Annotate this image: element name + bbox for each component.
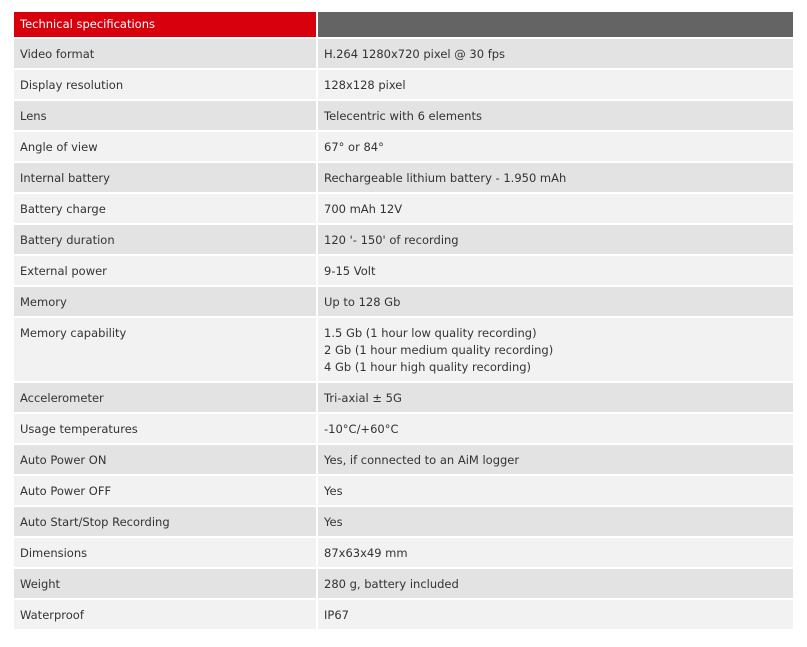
spec-label: Internal battery <box>14 163 316 192</box>
spec-label: External power <box>14 256 316 285</box>
spec-label: Memory capability <box>14 318 316 381</box>
table-row <box>14 507 793 536</box>
spec-value <box>318 476 793 505</box>
spec-label: Battery duration <box>14 225 316 254</box>
spec-value-line: 120 '- 150' of recording <box>324 233 459 247</box>
spec-value <box>318 538 793 567</box>
spec-value-line: 700 mAh 12V <box>324 202 403 216</box>
spec-value <box>318 70 793 99</box>
spec-label: Auto Start/Stop Recording <box>14 507 316 536</box>
table-row <box>14 318 793 381</box>
spec-label: Memory <box>14 287 316 316</box>
spec-label: Weight <box>14 569 316 598</box>
spec-label: Waterproof <box>14 600 316 629</box>
spec-value <box>318 287 793 316</box>
spec-value <box>318 101 793 130</box>
spec-value <box>318 383 793 412</box>
table-row <box>14 414 793 443</box>
spec-label: Video format <box>14 39 316 68</box>
spec-value-line: 2 Gb (1 hour medium quality recording) <box>324 343 554 357</box>
spec-value-line: Up to 128 Gb <box>324 295 401 309</box>
specs-header-value <box>318 12 793 37</box>
spec-value <box>318 569 793 598</box>
spec-label: Dimensions <box>14 538 316 567</box>
spec-label: Auto Power OFF <box>14 476 316 505</box>
spec-value-line: H.264 1280x720 pixel @ 30 fps <box>324 47 506 61</box>
table-row <box>14 476 793 505</box>
spec-value-line: 67° or 84° <box>324 140 384 154</box>
spec-value <box>318 132 793 161</box>
table-row <box>14 225 793 254</box>
spec-label: Accelerometer <box>14 383 316 412</box>
spec-value-line: -10°C/+60°C <box>324 422 399 436</box>
table-row <box>14 39 793 68</box>
spec-value <box>318 507 793 536</box>
table-row <box>14 101 793 130</box>
spec-label: Angle of view <box>14 132 316 161</box>
spec-value-line: IP67 <box>324 608 349 622</box>
spec-value <box>318 194 793 223</box>
spec-value-line: 1.5 Gb (1 hour low quality recording) <box>324 326 537 340</box>
table-row <box>14 163 793 192</box>
spec-value-line: Yes <box>324 484 343 498</box>
spec-value <box>318 39 793 68</box>
spec-value-line: Yes, if connected to an AiM logger <box>324 453 520 467</box>
spec-value <box>318 445 793 474</box>
table-row <box>14 538 793 567</box>
spec-label: Battery charge <box>14 194 316 223</box>
specs-header-row <box>14 12 793 37</box>
spec-value <box>318 600 793 629</box>
spec-value-line: Yes <box>324 515 343 529</box>
specs-table <box>12 10 795 631</box>
spec-value-line: 4 Gb (1 hour high quality recording) <box>324 360 532 374</box>
spec-value-line: Rechargeable lithium battery - 1.950 mAh <box>324 171 567 185</box>
spec-value-line: 9-15 Volt <box>324 264 376 278</box>
table-row <box>14 256 793 285</box>
spec-label: Auto Power ON <box>14 445 316 474</box>
spec-value-line: Tri-axial ± 5G <box>324 391 402 405</box>
table-row <box>14 569 793 598</box>
table-row <box>14 132 793 161</box>
table-row <box>14 445 793 474</box>
spec-value <box>318 225 793 254</box>
table-row <box>14 70 793 99</box>
table-row <box>14 600 793 629</box>
table-row <box>14 287 793 316</box>
spec-value-line: 280 g, battery included <box>324 577 459 591</box>
spec-label: Display resolution <box>14 70 316 99</box>
spec-label: Lens <box>14 101 316 130</box>
specs-body <box>14 39 793 629</box>
spec-value <box>318 256 793 285</box>
table-row <box>14 194 793 223</box>
spec-value-line: 128x128 pixel <box>324 78 406 92</box>
spec-value-line: 87x63x49 mm <box>324 546 408 560</box>
spec-value <box>318 318 793 381</box>
specs-header-title: Technical specifications <box>14 12 316 37</box>
spec-value-line: Telecentric with 6 elements <box>324 109 482 123</box>
spec-value <box>318 414 793 443</box>
spec-value <box>318 163 793 192</box>
table-row <box>14 383 793 412</box>
spec-label: Usage temperatures <box>14 414 316 443</box>
